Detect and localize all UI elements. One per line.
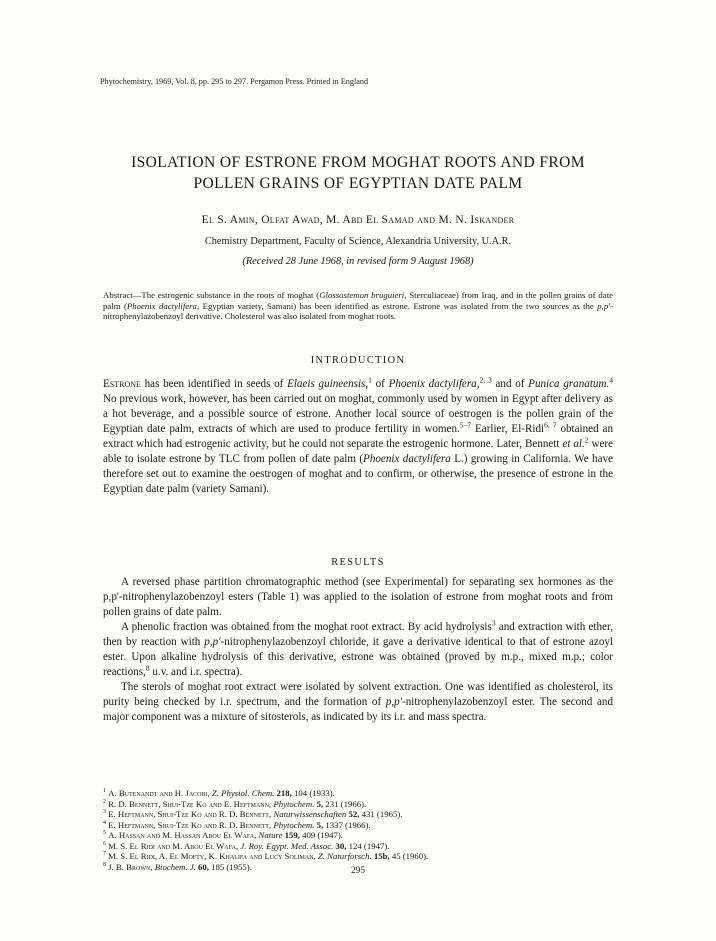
- author-2: Olfat Awad: [261, 214, 320, 226]
- results-paragraph-2: [103, 620, 613, 680]
- text-run: -nitrophenylazobenzoyl chloride, it gave a derivative identical to that of estrone azoyl ester. Upon alkaline hydrolysis of this derivative, estrone was obtained (proved by m.p., mixed m.p.; color reactions,: [103, 636, 613, 678]
- species-name: Elaeis guineensis,: [287, 378, 369, 390]
- abstract-text: , Egyptian variety, Samani) has been identified as estrone. Estrone was isolated from the two sources as the: [196, 300, 598, 311]
- abstract-label: Abstract: [103, 290, 133, 300]
- introduction-paragraph: [103, 377, 613, 497]
- footnote-authors: A. Butenandt and H. Jacobi,: [108, 788, 210, 798]
- author-1: El S. Amin: [201, 214, 255, 226]
- footnote-authors: A. Hassan and M. Hassan Abou El Wafa,: [108, 830, 257, 840]
- footnote-authors: E. Heftmann, Shui-Tze Ko and R. D. Bennett,: [108, 809, 272, 819]
- footnote-authors: M. S. El Ridi, A. El Mofty, K. Khalifa and Lucy Soliman,: [108, 851, 316, 861]
- results-heading: RESULTS: [331, 557, 385, 568]
- italic-run: p,p': [385, 696, 403, 708]
- footnote: [103, 799, 613, 810]
- affiliation: Chemistry Department, Faculty of Science, Alexandria University, U.A.R.: [204, 236, 512, 247]
- text-run: L.) growing in California. We have therefore set out to examine the oestrogen of moghat and to confirm, or otherwise, the presence of estrone in the Egyptian date palm (variety Samani).: [103, 453, 613, 495]
- author-4: M. N. Iskander: [438, 214, 515, 226]
- citation-ref: 3: [491, 618, 496, 628]
- footnote: [103, 820, 613, 831]
- footnote-number: 6: [103, 840, 106, 847]
- footnote-journal: Phytochem.: [273, 819, 315, 830]
- citation-ref: 4: [609, 375, 613, 385]
- citation-ref: 8: [145, 663, 150, 673]
- footnote-volume: 52,: [348, 809, 360, 819]
- footnote: [103, 851, 613, 862]
- journal-header: Phytochemistry, 1969, Vol. 8, pp. 295 to 297. Pergamon Press. Printed in England: [100, 77, 369, 86]
- text-run: were able to isolate estrone by TLC from pollen of date palm (: [103, 438, 614, 465]
- text-run: of: [371, 378, 389, 390]
- footnote-volume: 218,: [276, 788, 292, 798]
- text-run: and extraction with ether, then by reaction with: [103, 621, 613, 648]
- footnote-number: 7: [103, 851, 106, 858]
- footnote-journal: Nature: [258, 830, 283, 840]
- received-date: (Received 28 June 1968, in revised form 9 August 1968): [242, 256, 474, 267]
- abstract-dash: —: [132, 290, 142, 300]
- abstract: [103, 290, 613, 322]
- title-line-2: POLLEN GRAINS OF EGYPTIAN DATE PALM: [193, 175, 523, 192]
- footnote-pages: 185 (1955).: [211, 861, 252, 872]
- footnote: [103, 841, 613, 852]
- footnote-journal: J. Roy. Egypt. Med. Assoc.: [240, 840, 334, 851]
- species-name: Phoenix dactylifera: [363, 453, 451, 465]
- footnote: [103, 830, 613, 841]
- footnote-pages: 231 (1966).: [325, 798, 367, 809]
- footnote-volume: 30,: [335, 840, 347, 851]
- footnote-number: 4: [103, 819, 106, 826]
- citation-ref: 6, 7: [544, 420, 557, 430]
- footnote-pages: 104 (1933).: [294, 788, 335, 798]
- species-name: Phoenix dactylifera,: [388, 378, 480, 390]
- species-name: Punica granatum.: [528, 378, 610, 390]
- footnote-pages: 431 (1965).: [361, 809, 403, 819]
- author-list: El S. Amin, Olfat Awad, M. Abd El Samad and M. N. Iskander: [201, 214, 515, 226]
- text-run: No previous work, however, has been carried out on moghat, commonly used by women in Egypt after delivery as a hot beverage, and a possible source of estrone. Another local source of oestrogen is the pollen grain of the Egyptian date palm, extracts of which are used to produce fertility in women.: [103, 393, 613, 435]
- text-run: Earlier, El-Ridi: [471, 423, 545, 435]
- footnote-authors: M. S. El Ridi and M. Abou El Wafa,: [108, 840, 239, 851]
- author-3: M. Abd El Samad: [326, 214, 414, 226]
- results-paragraph-3: [103, 680, 613, 725]
- text-run: A phenolic fraction was obtained from the moghat root extract. By acid hydrolysis: [121, 621, 492, 633]
- footnote-journal: Phytochem.: [273, 798, 315, 809]
- citation-ref: 2, 3: [479, 375, 492, 385]
- italic-run: p,p': [204, 636, 221, 648]
- footnote-journal: Naturwissenschaften: [273, 809, 347, 819]
- footnote-number: 2: [103, 798, 106, 805]
- footnote-list: [103, 788, 613, 872]
- introduction-body: [103, 377, 613, 497]
- abstract-species: Glossostemon bruguieri: [319, 290, 405, 300]
- footnote-pages: 1337 (1966).: [325, 819, 371, 830]
- abstract-text: The estrogenic substance in the roots of moghat (: [141, 290, 320, 300]
- footnote-volume: 15b,: [373, 851, 390, 861]
- abstract-text: -nitrophenylazobenzoyl derivative. Cholesterol was also isolated from moghat roots.: [103, 300, 613, 321]
- lead-word: Estrone: [103, 378, 141, 390]
- footnote-volume: 159,: [284, 830, 300, 840]
- text-run: -nitrophenylazobenzoyl ester. The second and major component was a mixture of sitosterols, as indicated by its i.r. and mass spectra.: [103, 696, 613, 723]
- footnote-authors: R. D. Bennett, Shui-Tze Ko and E. Heftmann,: [108, 798, 272, 809]
- abstract-text: , Sterculiaceae) from Iraq, and in the pollen grains of date palm (: [103, 290, 614, 311]
- text-run: and of: [491, 378, 529, 390]
- footnote-journal: Biochem. J.: [154, 861, 196, 872]
- abstract-italic: p,p': [597, 300, 611, 311]
- footnote-volume: 5,: [316, 798, 324, 809]
- results-paragraph-1: A reversed phase partition chromatographic method (see Experimental) for separating sex hormones as the p,p'-nitrophenylazobenzoyl esters (Table 1) was applied to the isolation of estrone from moghat roots and from pollen grains of date palm.: [103, 576, 613, 618]
- footnote-journal: Z. Physiol. Chem.: [211, 788, 275, 798]
- citation-ref: 5–7: [459, 420, 472, 430]
- results-body: [103, 575, 613, 725]
- text-run: obtained an extract which had estrogenic activity, but he could not separate the estrogenic hormone. Later, Bennett: [103, 423, 614, 450]
- italic-run: et al.: [562, 438, 585, 450]
- footnote-authors: E. Heftmann, Shui-Tze Ko and R. D. Bennett,: [108, 819, 272, 830]
- footnote-authors: J. B. Brown,: [108, 861, 153, 872]
- footnote-journal: Z. Naturforsch.: [317, 851, 372, 861]
- article-title: [60, 152, 656, 194]
- footnote-pages: 409 (1947).: [302, 830, 343, 840]
- citation-ref: 1: [368, 375, 372, 385]
- footnote-number: 8: [103, 861, 106, 868]
- footnote: [103, 788, 613, 799]
- footnote-number: 1: [103, 788, 106, 795]
- page-number: 295: [351, 866, 365, 876]
- text-run: The sterols of moghat root extract were isolated by solvent extraction. One was identified as cholesterol, its purity being checked by i.r. spectrum, and the formation of: [103, 681, 613, 708]
- footnote-number: 3: [103, 809, 106, 816]
- footnote-number: 5: [103, 830, 106, 837]
- abstract-species: Phoenix dactylifera: [126, 300, 197, 311]
- citation-ref: 2: [584, 435, 589, 445]
- footnote: [103, 809, 613, 820]
- footnote-pages: 45 (1960).: [391, 851, 429, 861]
- footnote-volume: 60,: [197, 861, 209, 872]
- title-line-1: ISOLATION OF ESTRONE FROM MOGHAT ROOTS AND FROM: [131, 154, 585, 171]
- introduction-heading: INTRODUCTION: [310, 355, 406, 366]
- text-run: has been identified in seeds of: [140, 378, 288, 390]
- footnote-volume: 5,: [316, 819, 324, 830]
- text-run: u.v. and i.r. spectra).: [149, 666, 243, 678]
- footnote-pages: 124 (1947).: [348, 840, 390, 851]
